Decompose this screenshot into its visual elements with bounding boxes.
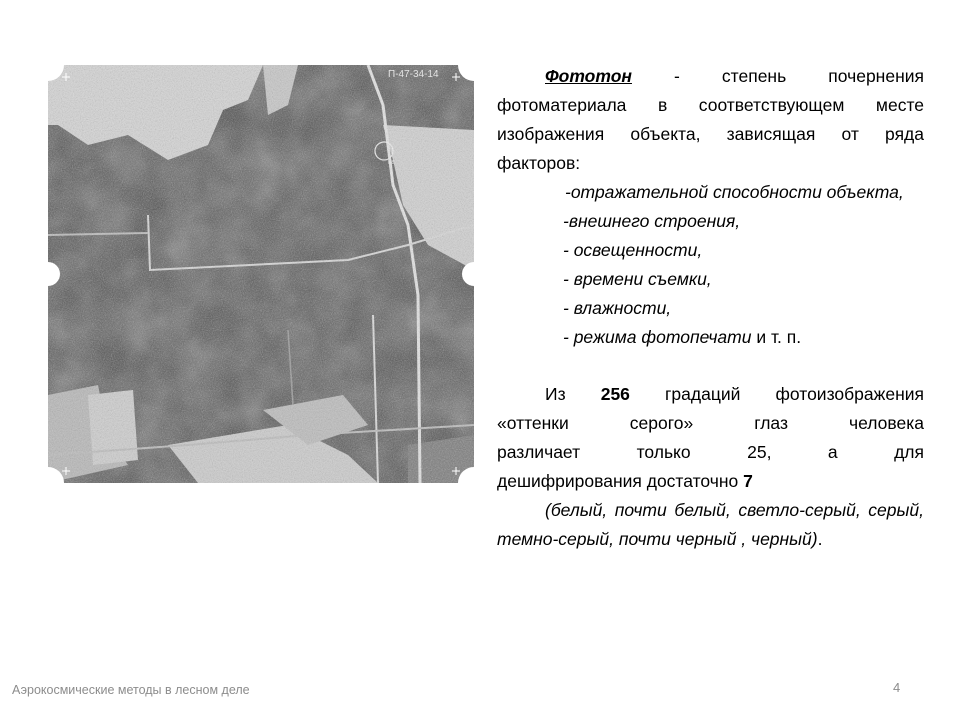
factor-item [497,178,924,207]
text-column [497,62,924,554]
factor-item [497,265,924,294]
factor-text: -отражательной способности объекта, [565,182,904,202]
factor-text: - освещенности, [563,240,703,260]
factor-text: -внешнего строения, [563,211,741,231]
gradations-line2: «оттенки серого» глаз человека [497,413,924,433]
gradations-paragraph [497,380,924,554]
gradations-line1: Из 256 градаций фотоизображения [545,384,924,404]
gradations-line4: дешифрирования достаточно 7 [497,471,753,491]
shades-paragraph: (белый, почти белый, светло-серый, серый, темно-серый, почти черный , черный). [497,500,924,549]
count-eye: 25 [747,442,767,462]
factor-item [497,294,924,323]
definition-text: - степень почернения фотоматериала в соответствующем месте изображения объекта, зависящая от ряда факторов: [497,66,924,173]
definition-term: Фототон [545,66,632,86]
count-interp: 7 [743,471,753,491]
shades-list: (белый, почти белый, светло-серый, серый, темно-серый, почти черный , черный) [497,500,924,549]
factor-item [497,207,924,236]
factor-item [497,323,924,352]
factors-suffix: и т. п. [751,327,802,347]
aerial-photo-image [48,65,474,483]
factor-text: - времени съемки, [563,269,712,289]
factor-item [497,236,924,265]
count-total: 256 [600,384,630,404]
factor-text: - влажности, [563,298,672,318]
page-number: 4 [893,680,901,695]
definition-paragraph [497,62,924,178]
factors-list [497,178,924,352]
gradations-line3: различает только 25, а для [497,442,924,462]
factor-text: - режима фотопечати [563,327,752,347]
footer-course: Аэрокосмические методы в лесном деле [12,683,250,697]
aerial-photo [48,65,474,483]
